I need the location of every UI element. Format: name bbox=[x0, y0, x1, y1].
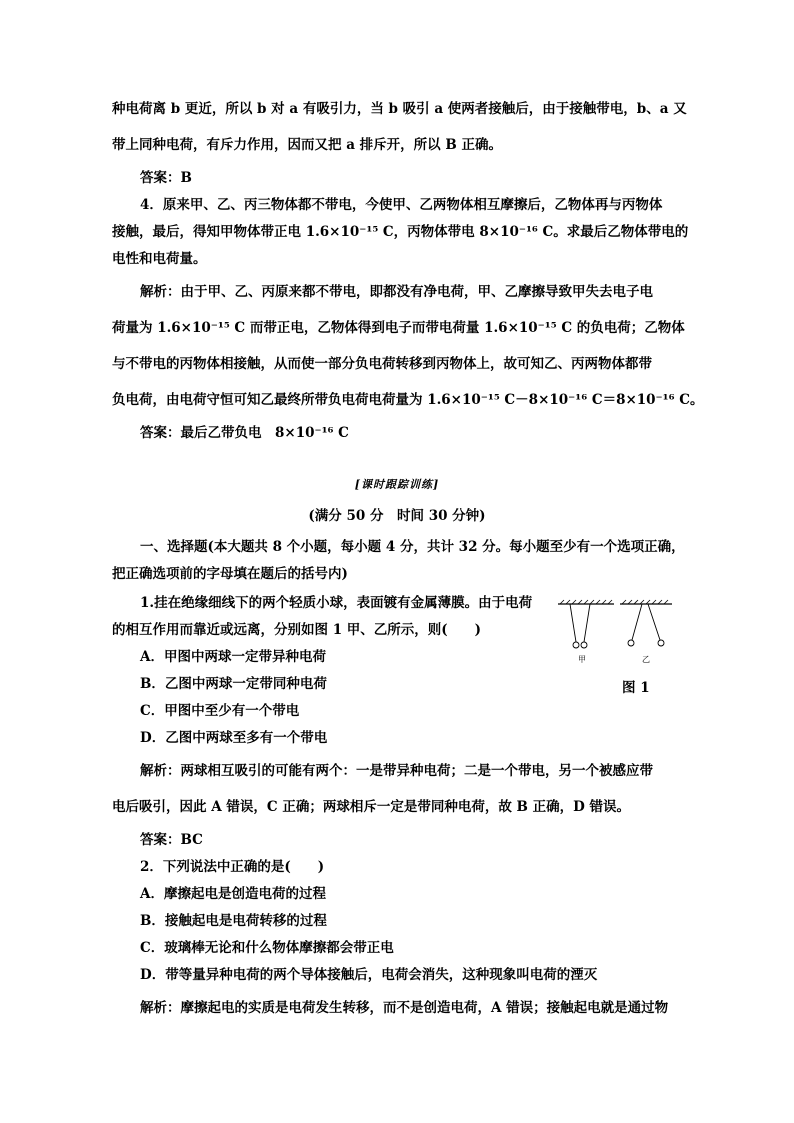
label-yi: 乙 bbox=[642, 655, 650, 664]
label-jia: 甲 bbox=[578, 655, 586, 664]
text-line: 一、选择题(本大题共 8 个小题，每小题 4 分，共计 32 分。每小题至少有一个选项正确， bbox=[140, 539, 685, 555]
text-line: D．乙图中两球至多有一个带电 bbox=[140, 730, 328, 746]
text-line: 带上同种电荷，有斥力作用，因而又把 a 排斥开，所以 B 正确。 bbox=[112, 137, 502, 153]
text-line: B．接触起电是电荷转移的过程 bbox=[140, 913, 327, 929]
text-line: A．甲图中两球一定带异种电荷 bbox=[140, 649, 326, 665]
text-line: C．玻璃棒无论和什么物体摩擦都会带正电 bbox=[140, 940, 394, 956]
text-line: D．带等量异种电荷的两个导体接触后，电荷会消失，这种现象叫电荷的湮灭 bbox=[140, 967, 598, 983]
text-line: 负电荷，由电荷守恒可知乙最终所带负电荷电荷量为 1.6×10⁻¹⁵ C－8×10⁻¹⁶ C＝8×10⁻¹⁶ C。 bbox=[112, 392, 704, 408]
text-line: 荷量为 1.6×10⁻¹⁵ C 而带正电，乙物体得到电子而带电荷量 1.6×10⁻¹⁵ C 的负电荷；乙物体 bbox=[112, 320, 685, 336]
figure-hanging-balls bbox=[556, 596, 676, 668]
text-line: A．摩擦起电是创造电荷的过程 bbox=[140, 886, 326, 902]
text-line: (满分 50 分 时间 30 分钟) bbox=[308, 508, 486, 524]
figure-caption: 图 1 bbox=[622, 680, 650, 696]
text-line: 解析：由于甲、乙、丙原来都不带电，即都没有净电荷，甲、乙摩擦导致甲失去电子电 bbox=[140, 284, 653, 300]
text-line: 2．下列说法中正确的是( ) bbox=[140, 859, 325, 875]
text-line: 的相互作用而靠近或远离，分别如图 1 甲、乙所示，则( ) bbox=[112, 622, 482, 638]
text-line: C．甲图中至少有一个带电 bbox=[140, 703, 300, 719]
text-line: 解析：摩擦起电的实质是电荷发生转移，而不是创造电荷，A 错误；接触起电就是通过物 bbox=[140, 1000, 669, 1016]
text-line: [课时跟踪训练] bbox=[354, 478, 440, 491]
text-line: 把正确选项前的字母填在题后的括号内) bbox=[112, 566, 348, 582]
text-line: 电后吸引，因此 A 错误，C 正确；两球相斥一定是带同种电荷，故 B 正确，D 错误。 bbox=[112, 799, 631, 815]
text-line: 接触，最后，得知甲物体带正电 1.6×10⁻¹⁵ C，丙物体带电 8×10⁻¹⁶ C。求最后乙物体带电的 bbox=[112, 224, 689, 240]
text-line: 与不带电的丙物体相接触，从而使一部分负电荷转移到丙物体上，故可知乙、丙两物体都带 bbox=[112, 356, 652, 372]
text-line: 答案：BC bbox=[140, 832, 203, 848]
text-line: 电性和电荷量。 bbox=[112, 251, 207, 267]
text-line: 解析：两球相互吸引的可能有两个：一是带异种电荷；二是一个带电，另一个被感应带 bbox=[140, 763, 653, 779]
text-line: 种电荷离 b 更近，所以 b 对 a 有吸引力，当 b 吸引 a 使两者接触后，由于接触带电，b、a 又 bbox=[112, 101, 687, 117]
text-line: 答案：B bbox=[140, 170, 192, 186]
text-line: 4．原来甲、乙、丙三物体都不带电，今使甲、乙两物体相互摩擦后，乙物体再与丙物体 bbox=[140, 197, 663, 213]
text-line: 1.挂在绝缘细线下的两个轻质小球，表面镀有金属薄膜。由于电荷 bbox=[140, 595, 533, 611]
text-line: 答案：最后乙带负电 8×10⁻¹⁶ C bbox=[140, 425, 349, 441]
text-line: B．乙图中两球一定带同种电荷 bbox=[140, 676, 327, 692]
